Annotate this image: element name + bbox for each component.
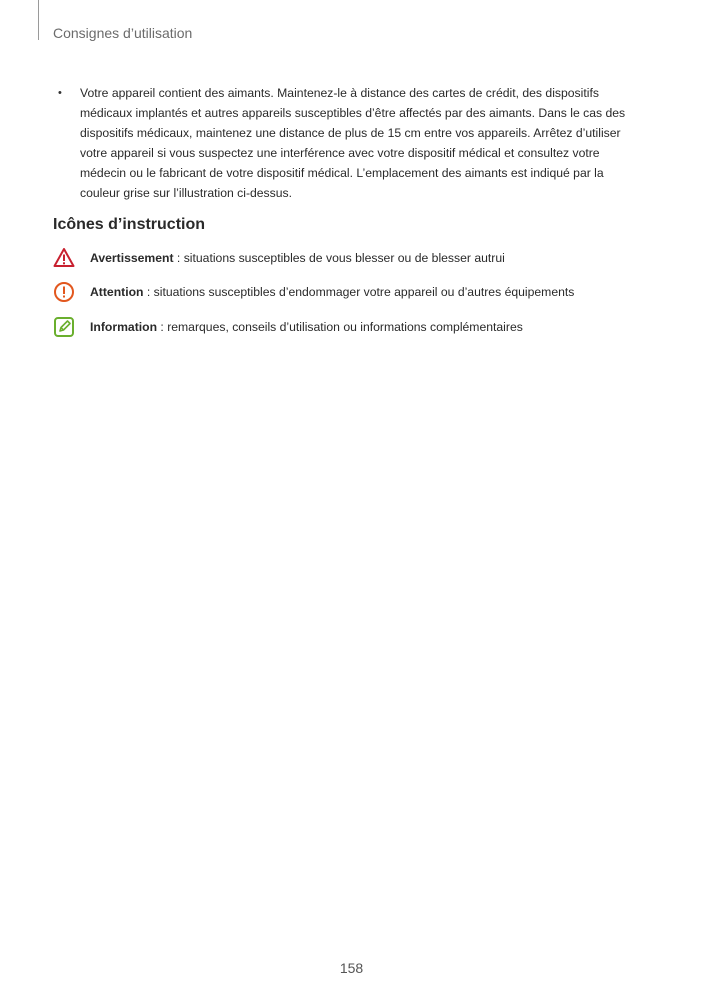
page-number: 158	[339, 960, 364, 976]
page-header-title: Consignes d’utilisation	[53, 25, 193, 41]
caution-term: Attention	[90, 285, 144, 299]
page-margin-rule	[38, 0, 39, 40]
caution-description: : situations susceptibles d’endommager votre appareil ou d’autres équipements	[143, 285, 575, 299]
warning-term: Avertissement	[90, 251, 174, 265]
bullet-marker: •	[58, 87, 62, 99]
caution-circle-icon	[53, 281, 75, 303]
note-pencil-icon	[53, 316, 75, 338]
instruction-row-information	[53, 316, 653, 338]
warning-triangle-icon	[53, 247, 75, 269]
bullet-text: Votre appareil contient des aimants. Maintenez-le à distance des cartes de crédit, des dispositifs médicaux implantés et autres appareils susceptibles d’être affectés par des aimants. Dans le cas des dispositifs médicaux, maintenez une distance de plus de 15 cm entre vos appareils. Arrêtez d’utiliser votre appareil si vous suspectez une interférence avec votre dispositif médical et consultez votre médecin ou le fabricant de votre dispositif médical. L’emplacement des aimants est indiqué par la couleur grise sur l’illustration ci-dessus.	[80, 86, 626, 200]
section-title: Icônes d’instruction	[53, 216, 206, 233]
information-term: Information	[90, 320, 158, 334]
instruction-row-caution	[53, 281, 653, 303]
information-description: : remarques, conseils d’utilisation ou informations complémentaires	[157, 320, 523, 334]
instruction-row-warning	[53, 247, 653, 269]
warning-description: : situations susceptibles de vous blesser ou de blesser autrui	[173, 251, 505, 265]
